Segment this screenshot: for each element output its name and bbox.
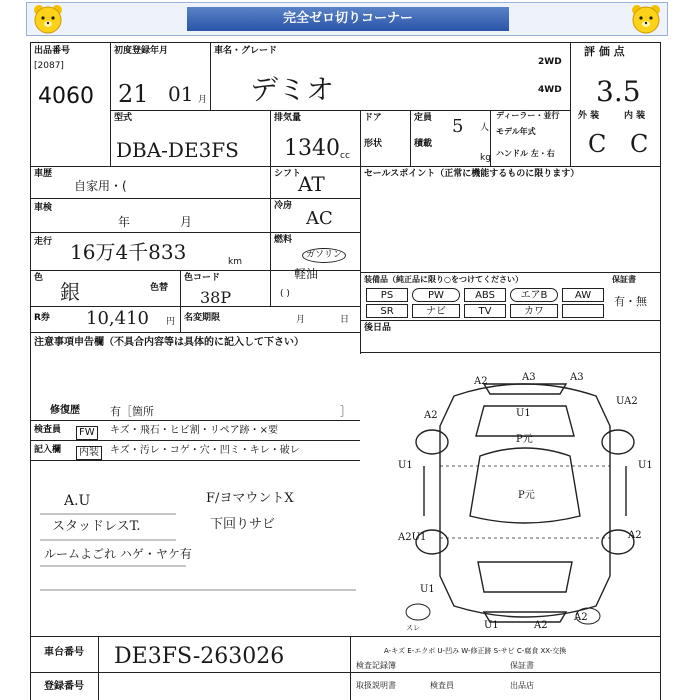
remark-line-5: 下回りサビ: [210, 517, 276, 532]
shift-value: AT: [298, 172, 325, 196]
repair-history-label: 修復歴: [50, 405, 80, 416]
repair-history-close: ］: [340, 405, 351, 418]
damage-mark: U1: [398, 460, 413, 471]
fuel-label: 燃料: [274, 235, 293, 245]
ac-value: AC: [306, 208, 333, 229]
inspection-year-unit: 年: [118, 215, 131, 229]
seats-label: 定員: [414, 113, 433, 123]
ac-label: 冷房: [274, 201, 293, 211]
seats-unit: 人: [480, 123, 490, 133]
color-change-label: 色替: [150, 283, 169, 293]
shape-label: 形状: [364, 139, 383, 149]
load-label: 積載: [414, 139, 433, 149]
equipment-airbag: エアB: [510, 288, 558, 302]
damage-mark: A3: [522, 372, 536, 383]
dealer-label: ディーラー・並行: [496, 111, 560, 120]
inspection-month-unit: 月: [180, 215, 193, 229]
recycle-deadline-label: 名変期限: [184, 313, 221, 323]
equipment-abs: ABS: [464, 288, 506, 302]
mileage-value: 16万4千833: [70, 240, 187, 264]
damage-mark: U1: [516, 408, 531, 419]
interior-grade: C: [630, 130, 649, 158]
equipment-pw: PW: [412, 288, 460, 302]
inspector-label: 検査員: [34, 425, 62, 435]
damage-mark: U1: [638, 460, 653, 471]
equipment-label: 装備品（純正品に限り○をつけてください）: [364, 275, 523, 284]
drive-4wd: 4WD: [538, 85, 562, 95]
displacement-unit: cc: [340, 151, 350, 161]
manual-label: 取扱説明書: [356, 681, 396, 690]
chassis-number: DE3FS-263026: [114, 644, 285, 669]
car-use-label: 車歴: [34, 169, 53, 179]
registration-month-unit: 月: [198, 95, 208, 105]
damage-mark: A2: [574, 612, 588, 623]
model-code-label: 型式: [114, 113, 133, 123]
damage-legend: A-キズ E-エクボ U-凹み W-修正跡 S-サビ C-腐食 XX-交換: [384, 647, 567, 655]
equipment-navi: ナビ: [412, 304, 460, 318]
car-damage-diagram: [384, 366, 666, 632]
bear-mascot-icon: [31, 2, 65, 36]
displacement-label: 排気量: [274, 113, 302, 123]
fw-checklist: キズ・飛石・ヒビ割・リペア跡・×要: [110, 425, 278, 436]
interior-check-label: 内装: [76, 446, 102, 460]
damage-mark: A2: [628, 530, 642, 541]
equipment-blank: [562, 304, 604, 318]
fuel-other: ( ): [280, 289, 290, 299]
damage-mark: U1: [484, 620, 499, 631]
model-year-label: モデル年式: [496, 127, 536, 136]
fuel-diesel: 軽油: [294, 267, 319, 281]
remark-line-1: A.U: [64, 493, 91, 509]
handle-label: ハンドル 左・右: [496, 149, 555, 158]
inspection-record-label: 検査記録簿: [356, 661, 396, 670]
fuel-value: ガソリン: [302, 248, 346, 263]
interior-checklist: キズ・汚レ・コゲ・穴・凹ミ・キレ・破レ: [110, 445, 300, 456]
warranty-label: 保証書: [612, 275, 636, 284]
score-label: 評 価 点: [584, 45, 625, 58]
recycle-month-unit: 月: [296, 315, 306, 325]
warranty-value: 有・無: [614, 295, 647, 308]
mileage-unit: km: [228, 257, 242, 267]
registration-month: 01: [168, 82, 194, 106]
door-label: ドア: [364, 113, 382, 123]
color-value: 銀: [60, 280, 80, 304]
exterior-label: 外 装: [578, 111, 600, 121]
sales-point-label: セールスポイント（正常に機能するものに限ります）: [364, 169, 580, 179]
damage-mark: A2: [474, 376, 488, 387]
color-label: 色: [34, 273, 44, 283]
damage-mark: P元: [518, 490, 535, 501]
remark-line-3: ルームよごれ ハゲ・ヤケ有: [44, 547, 192, 561]
equipment-leather: カワ: [510, 304, 558, 318]
first-registration-label: 初度登録年月: [114, 46, 169, 56]
seller-field: 出品店: [510, 681, 534, 690]
record-label: 記入欄: [34, 445, 62, 455]
afterday-items-label: 後日品: [364, 323, 392, 333]
inspection-label: 車検: [34, 203, 53, 213]
equipment-ps: PS: [366, 288, 408, 302]
damage-mark: A3: [570, 372, 584, 383]
damage-mark: スレ: [406, 624, 420, 632]
lot-number: 4060: [38, 84, 94, 109]
car-name-label: 車名・グレード: [214, 46, 278, 56]
displacement-value: 1340: [284, 136, 340, 161]
registration-year: 21: [118, 80, 149, 108]
damage-mark: A2: [534, 620, 548, 631]
drive-2wd: 2WD: [538, 57, 562, 67]
exterior-grade: C: [588, 130, 607, 158]
remark-line-2: スタッドレスT.: [52, 519, 141, 534]
seats-value: 5: [452, 116, 464, 137]
car-name: デミオ: [250, 73, 335, 106]
lot-number-label: 出品番号: [34, 46, 71, 56]
banner-title: 完全ゼロ切りコーナー: [187, 7, 509, 31]
color-code-label: 色コード: [184, 273, 221, 283]
header-banner: [26, 2, 668, 36]
load-unit: kg: [480, 153, 491, 163]
equipment-aw: AW: [562, 288, 604, 302]
car-use-value: 自家用・(: [74, 179, 127, 193]
damage-mark: UA2: [616, 396, 638, 407]
inspector-field: 検査員: [430, 681, 454, 690]
equipment-tv: TV: [464, 304, 506, 318]
caution-label: 注意事項申告欄（不具合内容等は具体的に記入して下さい）: [34, 337, 304, 348]
color-code-value: 38P: [200, 288, 232, 307]
equipment-sr: SR: [366, 304, 408, 318]
fw-label: FW: [76, 426, 98, 440]
recycle-unit: 円: [166, 317, 176, 327]
damage-mark: P元: [516, 434, 533, 445]
remark-lines: [36, 478, 356, 618]
shift-label: シフト: [274, 169, 302, 179]
warranty-book-label: 保証書: [510, 661, 534, 670]
interior-label: 内 装: [624, 111, 646, 121]
damage-mark: A2: [424, 410, 438, 421]
lot-sub-number: [2087]: [34, 61, 64, 71]
remark-line-4: F/ヨマウントX: [206, 491, 294, 506]
mileage-label: 走行: [34, 237, 53, 247]
bear-mascot-icon: [629, 2, 663, 36]
recycle-value: 10,410: [86, 308, 149, 329]
damage-mark: A2U1: [398, 532, 427, 543]
registration-number-label: 登録番号: [44, 681, 84, 692]
damage-mark: U1: [420, 584, 435, 595]
repair-history-value: 有［箇所: [110, 405, 154, 418]
score-value: 3.5: [596, 75, 641, 108]
recycle-label: R券: [34, 313, 50, 323]
chassis-number-label: 車台番号: [44, 647, 84, 658]
model-code: DBA-DE3FS: [116, 138, 239, 162]
recycle-day-unit: 日: [340, 315, 350, 325]
